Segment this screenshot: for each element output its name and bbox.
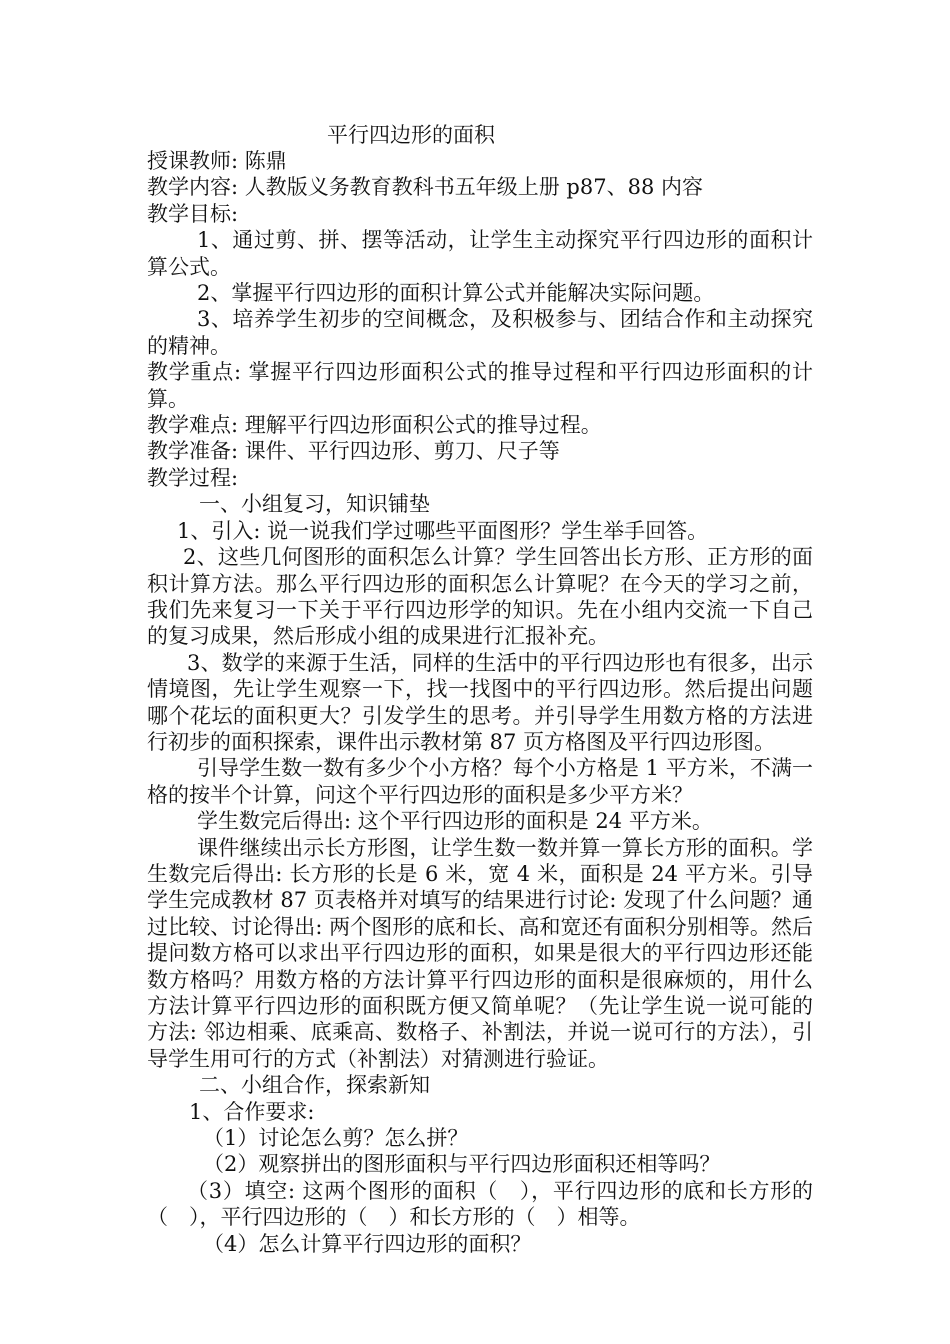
requirement-2: （2）观察拼出的图形面积与平行四边形面积还相等吗？ [203, 1152, 721, 1177]
step-2: 2、这些几何图形的面积怎么计算？学生回答出长方形、正方形的面积计算方法。那么平行四边形的面积怎么计算呢？在今天的学习之前，我们先来复习一下关于平行四边形学的知识。先在小组内交流一下自己的复习成果，然后形成小组的成果进行汇报补充。 [147, 545, 813, 649]
section-2-heading: 二、小组合作，探索新知 [199, 1073, 430, 1098]
objectives-heading: 教学目标: [147, 201, 239, 226]
objective-3: 3、培养学生初步的空间概念，及积极参与、团结合作和主动探究的精神。 [147, 307, 813, 358]
step-1-intro: 1、引入: 说一说我们学过哪些平面图形？学生举手回答。 [177, 518, 709, 543]
process-heading: 教学过程: [147, 465, 239, 490]
step-3: 3、数学的来源于生活，同样的生活中的平行四边形也有很多，出示情境图，先让学生观察一下，找一找图中的平行四边形。然后提出问题哪个花坛的面积更大？引发学生的思考。并引导学生用数方格的方法进行初步的面积探索，课件出示教材第 87 页方格图及平行四边形图。 [147, 650, 813, 754]
requirement-3: （3）填空: 这两个图形的面积（ ），平行四边形的底和长方形的（ ），平行四边形的（ ）和长方形的（ ）相等。 [147, 1178, 813, 1230]
requirement-1: （1）讨论怎么剪？怎么拼？ [203, 1126, 469, 1151]
section-1-heading: 一、小组复习，知识铺垫 [199, 492, 430, 517]
teacher-line: 授课教师: 陈鼎 [147, 149, 287, 173]
requirement-4: （4）怎么计算平行四边形的面积？ [203, 1231, 532, 1256]
content-line: 教学内容: 人教版义务教育教科书五年级上册 p87、88 内容 [147, 175, 703, 200]
difficult-points: 教学难点: 理解平行四边形面积公式的推导过程。 [147, 413, 602, 438]
objective-1: 1、通过剪、拼、摆等活动，让学生主动探究平行四边形的面积计算公式。 [147, 228, 813, 279]
key-points: 教学重点: 掌握平行四边形面积公式的推导过程和平行四边形面积的计算。 [147, 360, 813, 411]
rectangle-paragraph: 课件继续出示长方形图，让学生数一数并算一算长方形的面积。学生数完后得出: 长方形的长是 6 米，宽 4 米，面积是 24 平方米。引导学生完成教材 87 页表格并对填写的结果进行讨论: 发现了什么问题？通过比较、讨论得出: 两个图形的底和长、高和宽还有面积分别相等。然后提问数方格可以求出平行四边形的面积，如果是很大的平行四边形还能数方格吗？用数方格的方法计算平行四边形的面积是很麻烦的，用什么方法计算平行四边形的面积既方便又简单呢？（先让学生说一说可能的方法: 邻边相乘、底乘高、数格子、补割法，并说一说可行的方法），引导学生用可行的方式（补割法）对猜测进行验证。 [147, 835, 813, 1071]
preparation: 教学准备: 课件、平行四边形、剪刀、尺子等 [147, 439, 560, 464]
count-grid-paragraph: 引导学生数一数有多少个小方格？每个小方格是 1 平方米，不满一格的按半个计算，问这个平行四边形的面积是多少平方米？ [147, 756, 813, 807]
document-body [147, 148, 813, 1257]
cooperation-requirements: 1、合作要求: [189, 1099, 315, 1124]
objective-2: 2、掌握平行四边形的面积计算公式并能解决实际问题。 [197, 281, 715, 306]
result-paragraph: 学生数完后得出: 这个平行四边形的面积是 24 平方米。 [197, 809, 713, 834]
page-title: 平行四边形的面积 [327, 123, 495, 147]
